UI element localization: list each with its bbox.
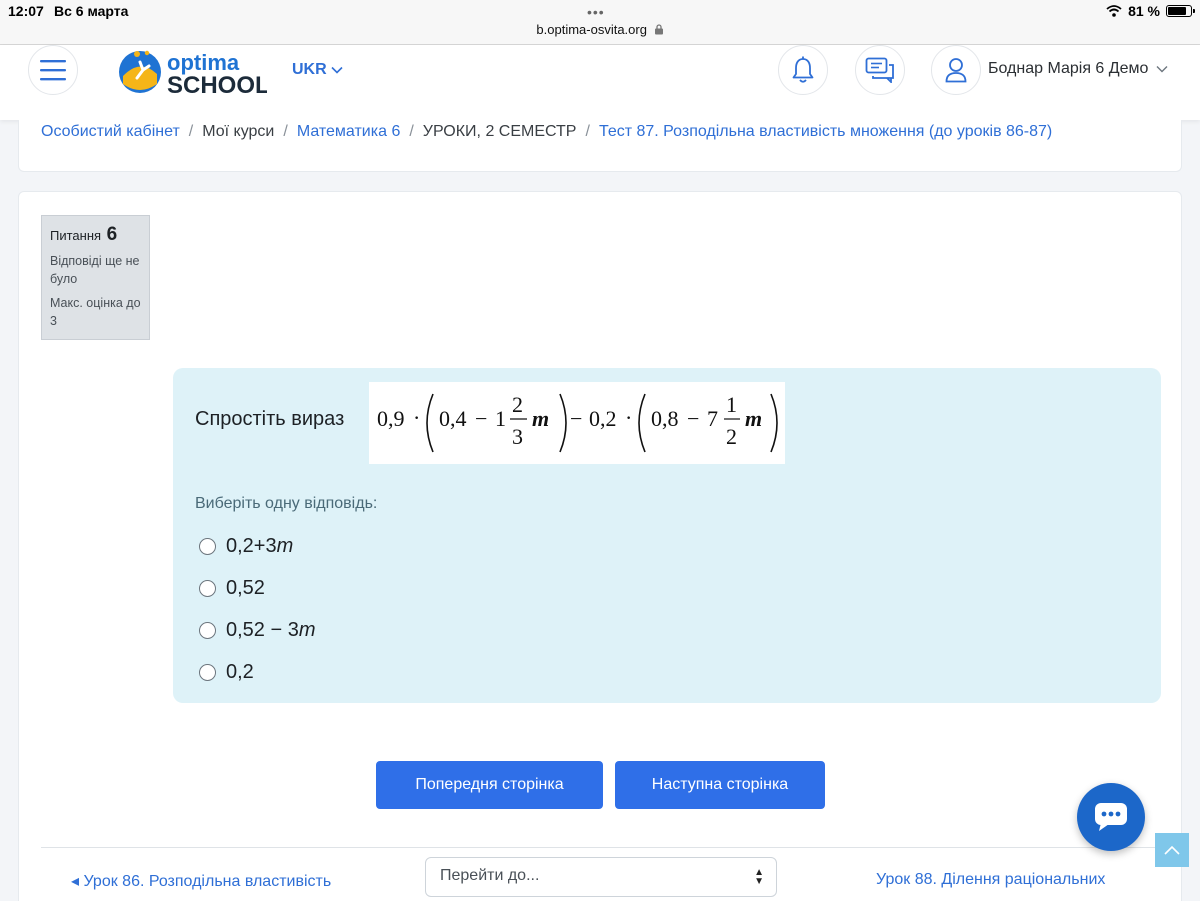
breadcrumb bbox=[41, 123, 1052, 141]
formula-dot-1: · bbox=[413, 405, 421, 430]
breadcrumb-separator: / bbox=[585, 123, 590, 140]
quiz-card bbox=[18, 191, 1182, 901]
jump-to-placeholder: Перейти до... bbox=[440, 867, 540, 884]
answer-text: 0,2 bbox=[226, 660, 254, 683]
breadcrumb-card bbox=[18, 120, 1182, 172]
chevron-up-icon bbox=[1164, 845, 1180, 855]
formula-f-den: 2 bbox=[726, 424, 737, 449]
previous-lesson-link[interactable]: ◂ Урок 86. Розподільна властивість bbox=[71, 873, 332, 890]
breadcrumb-separator: / bbox=[283, 123, 288, 140]
breadcrumb-my-courses: Мої курси bbox=[202, 123, 275, 140]
language-label: UKR bbox=[292, 61, 327, 78]
browser-status-bar bbox=[0, 0, 1200, 45]
language-selector[interactable] bbox=[292, 61, 343, 79]
radio-button[interactable] bbox=[199, 538, 216, 555]
site-header bbox=[0, 45, 1200, 120]
answer-text: 0,52 − 3m bbox=[226, 618, 316, 641]
address-bar[interactable] bbox=[0, 22, 1200, 37]
answer-text: 0,52 bbox=[226, 576, 265, 599]
breadcrumb-section: УРОКИ, 2 СЕМЕСТР bbox=[422, 123, 577, 140]
formula-c-num: 2 bbox=[512, 392, 523, 417]
divider bbox=[41, 847, 1161, 848]
select-arrows-icon: ▲ ▼ bbox=[754, 867, 764, 887]
optima-school-logo[interactable] bbox=[117, 48, 267, 96]
status-icons bbox=[1106, 3, 1192, 19]
messages-button[interactable] bbox=[855, 45, 905, 95]
question-max-grade: Макс. оцінка до 3 bbox=[50, 296, 141, 328]
question-status: Відповіді ще не було bbox=[50, 254, 140, 286]
answer-option[interactable] bbox=[199, 525, 316, 567]
radio-button[interactable] bbox=[199, 664, 216, 681]
formula-minus-1: − bbox=[475, 406, 488, 431]
user-name: Боднар Марія 6 Демо bbox=[988, 60, 1149, 77]
answer-text: 0,2+3m bbox=[226, 534, 294, 557]
bell-icon bbox=[791, 56, 815, 84]
chat-bubble-icon bbox=[1093, 801, 1129, 833]
clock: 12:07 bbox=[8, 3, 44, 19]
user-icon bbox=[945, 57, 967, 83]
formula-d: 0,2 bbox=[589, 406, 617, 431]
breadcrumb-separator: / bbox=[409, 123, 414, 140]
answer-option[interactable] bbox=[199, 609, 316, 651]
formula-var-2: m bbox=[745, 406, 763, 431]
user-avatar-button[interactable] bbox=[931, 45, 981, 95]
answer-option[interactable] bbox=[199, 651, 316, 693]
radio-button[interactable] bbox=[199, 622, 216, 639]
battery-percent: 81 % bbox=[1128, 3, 1160, 19]
chat-icon bbox=[865, 57, 895, 83]
math-expression-image bbox=[369, 382, 785, 464]
lock-icon bbox=[654, 24, 664, 35]
hamburger-icon bbox=[40, 59, 66, 81]
answer-option[interactable] bbox=[199, 567, 316, 609]
radio-button[interactable] bbox=[199, 580, 216, 597]
formula-dot-2: · bbox=[625, 405, 633, 430]
url-text: b.optima-osvita.org bbox=[536, 22, 647, 37]
logo-text-bottom: SCHOOL bbox=[167, 72, 267, 96]
wifi-icon bbox=[1106, 5, 1122, 17]
battery-icon bbox=[1166, 5, 1192, 17]
more-dots-icon[interactable]: ••• bbox=[587, 4, 605, 20]
user-menu[interactable] bbox=[988, 60, 1168, 78]
formula-b: 0,4 bbox=[439, 406, 467, 431]
breadcrumb-separator: / bbox=[188, 123, 194, 140]
back-to-top-button[interactable] bbox=[1155, 833, 1189, 867]
question-prompt: Спростіть вираз bbox=[195, 408, 345, 430]
question-label: Питання bbox=[50, 228, 102, 243]
formula-f-num: 1 bbox=[726, 392, 737, 417]
logo-graphic bbox=[117, 48, 267, 96]
chevron-down-icon bbox=[331, 66, 343, 74]
formula-c-den: 3 bbox=[512, 424, 523, 449]
next-lesson-link[interactable]: Урок 88. Ділення раціональних bbox=[876, 871, 1106, 888]
logo-text-top: optima bbox=[167, 50, 240, 75]
previous-page-button[interactable]: Попередня сторінка bbox=[376, 761, 603, 809]
date: Вс 6 марта bbox=[54, 3, 129, 19]
math-expression bbox=[369, 382, 785, 464]
question-number-label bbox=[50, 224, 141, 246]
breadcrumb-test[interactable]: Тест 87. Розподільна властивість множення (до уроків 86-87) bbox=[598, 123, 1053, 140]
notifications-button[interactable] bbox=[778, 45, 828, 95]
next-page-button[interactable]: Наступна сторінка bbox=[615, 761, 825, 809]
breadcrumb-course[interactable]: Математика 6 bbox=[296, 123, 401, 140]
formula-f-whole: 7 bbox=[707, 406, 718, 431]
chevron-down-icon bbox=[1156, 65, 1168, 73]
support-chat-button[interactable] bbox=[1077, 783, 1145, 851]
formula-minus-2: − bbox=[570, 406, 583, 431]
formula-a: 0,9 bbox=[377, 406, 405, 431]
formula-c-whole: 1 bbox=[495, 406, 506, 431]
question-box bbox=[173, 368, 1161, 703]
formula-var-1: m bbox=[532, 406, 550, 431]
breadcrumb-dashboard[interactable]: Особистий кабінет bbox=[41, 123, 180, 140]
choose-one-label: Виберіть одну відповідь: bbox=[195, 495, 378, 512]
question-number: 6 bbox=[106, 224, 118, 245]
question-info-box bbox=[41, 215, 150, 340]
formula-e: 0,8 bbox=[651, 406, 679, 431]
formula-minus-3: − bbox=[687, 406, 700, 431]
menu-button[interactable] bbox=[28, 45, 78, 95]
jump-to-select[interactable] bbox=[425, 857, 777, 897]
answer-options bbox=[199, 525, 316, 693]
